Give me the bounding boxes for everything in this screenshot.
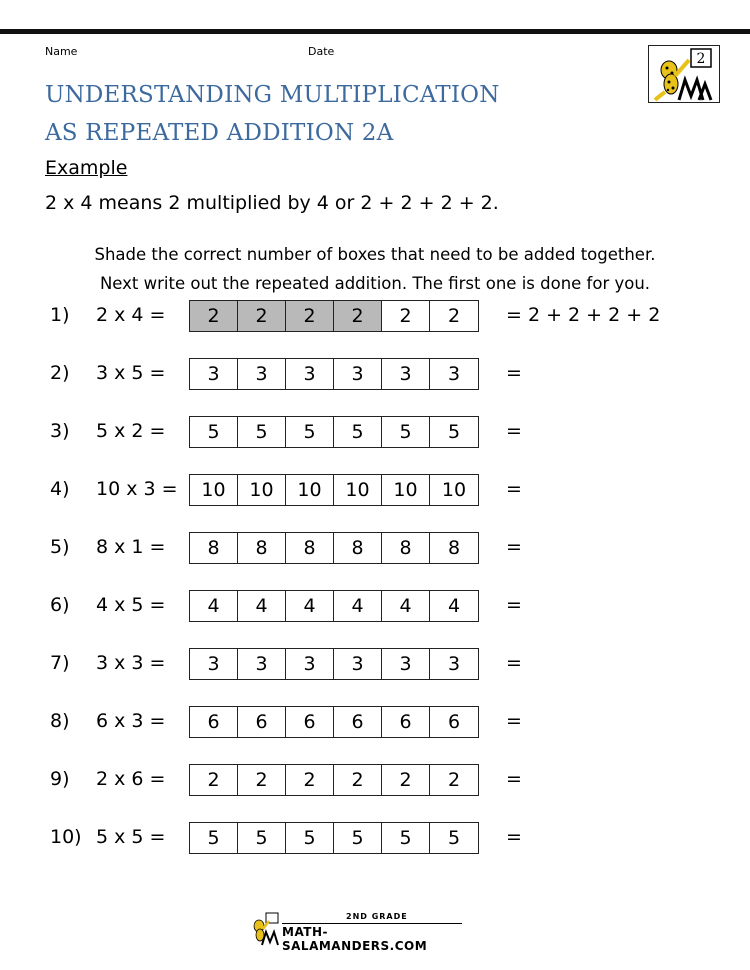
shading-box[interactable]: 2 xyxy=(190,301,238,331)
question-number: 8) xyxy=(50,710,70,732)
shading-box[interactable]: 8 xyxy=(334,533,382,563)
shading-box[interactable]: 2 xyxy=(238,301,286,331)
question-expression: 5 x 5 = xyxy=(96,826,166,848)
shading-box[interactable]: 3 xyxy=(334,359,382,389)
date-label: Date xyxy=(308,45,335,58)
question-number: 7) xyxy=(50,652,70,674)
shading-box[interactable]: 2 xyxy=(286,765,334,795)
shading-box[interactable]: 6 xyxy=(286,707,334,737)
question-expression: 3 x 3 = xyxy=(96,652,166,674)
instructions-line-2: Next write out the repeated addition. The first one is done for you. xyxy=(99,274,651,293)
question-row xyxy=(0,532,750,564)
instructions-line-1: Shade the correct number of boxes that need to be added together. xyxy=(94,245,656,264)
question-row xyxy=(0,822,750,854)
shading-box[interactable]: 4 xyxy=(382,591,430,621)
shading-box[interactable]: 4 xyxy=(447,595,461,617)
shading-box[interactable]: 8 xyxy=(447,537,461,559)
page-title-line-1: UNDERSTANDING MULTIPLICATION xyxy=(45,82,500,108)
shading-box[interactable]: 3 xyxy=(238,359,286,389)
question-expression: 4 x 5 = xyxy=(96,594,166,616)
question-number: 9) xyxy=(50,768,70,790)
shading-boxes xyxy=(189,822,479,854)
shading-boxes xyxy=(189,706,479,738)
shading-boxes xyxy=(189,764,479,796)
shading-box[interactable]: 4 xyxy=(334,591,382,621)
question-expression: 6 x 3 = xyxy=(96,710,166,732)
shading-boxes xyxy=(189,532,479,564)
shading-box[interactable]: 5 xyxy=(382,417,430,447)
shading-box[interactable]: 3 xyxy=(447,653,461,675)
answer-field[interactable]: = xyxy=(506,536,522,558)
shading-box[interactable]: 2 xyxy=(334,765,382,795)
shading-box[interactable]: 3 xyxy=(238,649,286,679)
question-number: 5) xyxy=(50,536,70,558)
question-row xyxy=(0,358,750,390)
answer-field[interactable]: = xyxy=(506,710,522,732)
shading-box[interactable]: 6 xyxy=(238,707,286,737)
question-row xyxy=(0,764,750,796)
shading-box[interactable]: 8 xyxy=(286,533,334,563)
shading-box[interactable]: 3 xyxy=(382,649,430,679)
shading-box[interactable]: 10 xyxy=(190,475,238,505)
top-rule xyxy=(0,29,750,34)
shading-box[interactable]: 5 xyxy=(190,417,238,447)
question-expression: 3 x 5 = xyxy=(96,362,166,384)
question-row xyxy=(0,706,750,738)
shading-boxes xyxy=(189,358,479,390)
shading-box[interactable]: 10 xyxy=(382,475,430,505)
page-title-line-2: AS REPEATED ADDITION 2A xyxy=(45,120,394,146)
shading-box[interactable]: 3 xyxy=(382,359,430,389)
shading-box[interactable]: 10 xyxy=(334,475,382,505)
salamander-logo-icon xyxy=(648,45,720,103)
footer-grade: 2ND GRADE xyxy=(346,912,408,921)
question-expression: 2 x 4 = xyxy=(96,304,166,326)
question-row xyxy=(0,416,750,448)
answer-field[interactable]: = xyxy=(506,768,522,790)
footer-rule xyxy=(282,923,462,924)
question-number: 4) xyxy=(50,478,70,500)
shading-box[interactable]: 3 xyxy=(447,363,461,385)
shading-box[interactable]: 5 xyxy=(334,823,382,853)
shading-box[interactable]: 3 xyxy=(190,359,238,389)
question-row xyxy=(0,648,750,680)
shading-box[interactable]: 5 xyxy=(447,827,461,849)
example-label: Example xyxy=(45,157,128,179)
footer-site-link[interactable]: MATH-SALAMANDERS.COM xyxy=(282,925,428,953)
question-number: 1) xyxy=(50,304,70,326)
shading-boxes xyxy=(189,416,479,448)
shading-box[interactable]: 5 xyxy=(286,823,334,853)
shading-box[interactable]: 3 xyxy=(286,359,334,389)
salamander-footer-logo-icon xyxy=(248,912,282,946)
answer-field[interactable]: = xyxy=(506,652,522,674)
shading-box[interactable]: 3 xyxy=(190,649,238,679)
footer xyxy=(248,912,468,953)
answer-field[interactable]: = 2 + 2 + 2 + 2 xyxy=(506,304,661,326)
shading-box[interactable]: 2 xyxy=(334,301,382,331)
shading-box[interactable]: 5 xyxy=(238,823,286,853)
shading-box[interactable]: 6 xyxy=(190,707,238,737)
question-expression: 10 x 3 = xyxy=(96,478,178,500)
logo-number: 2 xyxy=(696,51,706,67)
shading-boxes xyxy=(189,474,479,506)
shading-box[interactable]: 6 xyxy=(382,707,430,737)
question-row xyxy=(0,474,750,506)
question-number: 6) xyxy=(50,594,70,616)
answer-field[interactable]: = xyxy=(506,594,522,616)
shading-box[interactable]: 2 xyxy=(382,301,430,331)
shading-box[interactable]: 5 xyxy=(382,823,430,853)
question-row xyxy=(0,590,750,622)
shading-box[interactable]: 4 xyxy=(238,591,286,621)
shading-box[interactable]: 3 xyxy=(334,649,382,679)
shading-box[interactable]: 4 xyxy=(190,591,238,621)
shading-box[interactable]: 6 xyxy=(447,711,461,733)
shading-box[interactable]: 4 xyxy=(286,591,334,621)
shading-box[interactable]: 2 xyxy=(447,305,461,327)
question-row xyxy=(0,300,750,332)
question-expression: 5 x 2 = xyxy=(96,420,166,442)
shading-box[interactable]: 2 xyxy=(190,765,238,795)
answer-field[interactable]: = xyxy=(506,420,522,442)
question-expression: 8 x 1 = xyxy=(96,536,166,558)
answer-field[interactable]: = xyxy=(506,362,522,384)
shading-box[interactable]: 2 xyxy=(447,769,461,791)
question-expression: 2 x 6 = xyxy=(96,768,166,790)
shading-box[interactable]: 5 xyxy=(286,417,334,447)
shading-boxes xyxy=(189,648,479,680)
shading-box[interactable]: 2 xyxy=(238,765,286,795)
shading-box[interactable]: 2 xyxy=(382,765,430,795)
shading-box[interactable]: 6 xyxy=(334,707,382,737)
shading-boxes xyxy=(189,590,479,622)
shading-boxes xyxy=(189,300,479,332)
question-number: 10) xyxy=(50,826,82,848)
shading-box[interactable]: 8 xyxy=(382,533,430,563)
question-number: 2) xyxy=(50,362,70,384)
shading-box[interactable]: 8 xyxy=(190,533,238,563)
answer-field[interactable]: = xyxy=(506,478,522,500)
shading-box[interactable]: 3 xyxy=(286,649,334,679)
shading-box[interactable]: 5 xyxy=(447,421,461,443)
name-label: Name xyxy=(45,45,78,58)
question-number: 3) xyxy=(50,420,70,442)
instructions xyxy=(0,240,750,298)
shading-box[interactable]: 5 xyxy=(238,417,286,447)
shading-box[interactable]: 8 xyxy=(238,533,286,563)
shading-box[interactable]: 5 xyxy=(190,823,238,853)
shading-box[interactable]: 10 xyxy=(238,475,286,505)
shading-box[interactable]: 5 xyxy=(334,417,382,447)
shading-box[interactable]: 10 xyxy=(286,475,334,505)
example-text: 2 x 4 means 2 multiplied by 4 or 2 + 2 + 2 + 2. xyxy=(45,192,499,214)
shading-box[interactable]: 2 xyxy=(286,301,334,331)
answer-field[interactable]: = xyxy=(506,826,522,848)
shading-box[interactable]: 10 xyxy=(441,479,467,501)
